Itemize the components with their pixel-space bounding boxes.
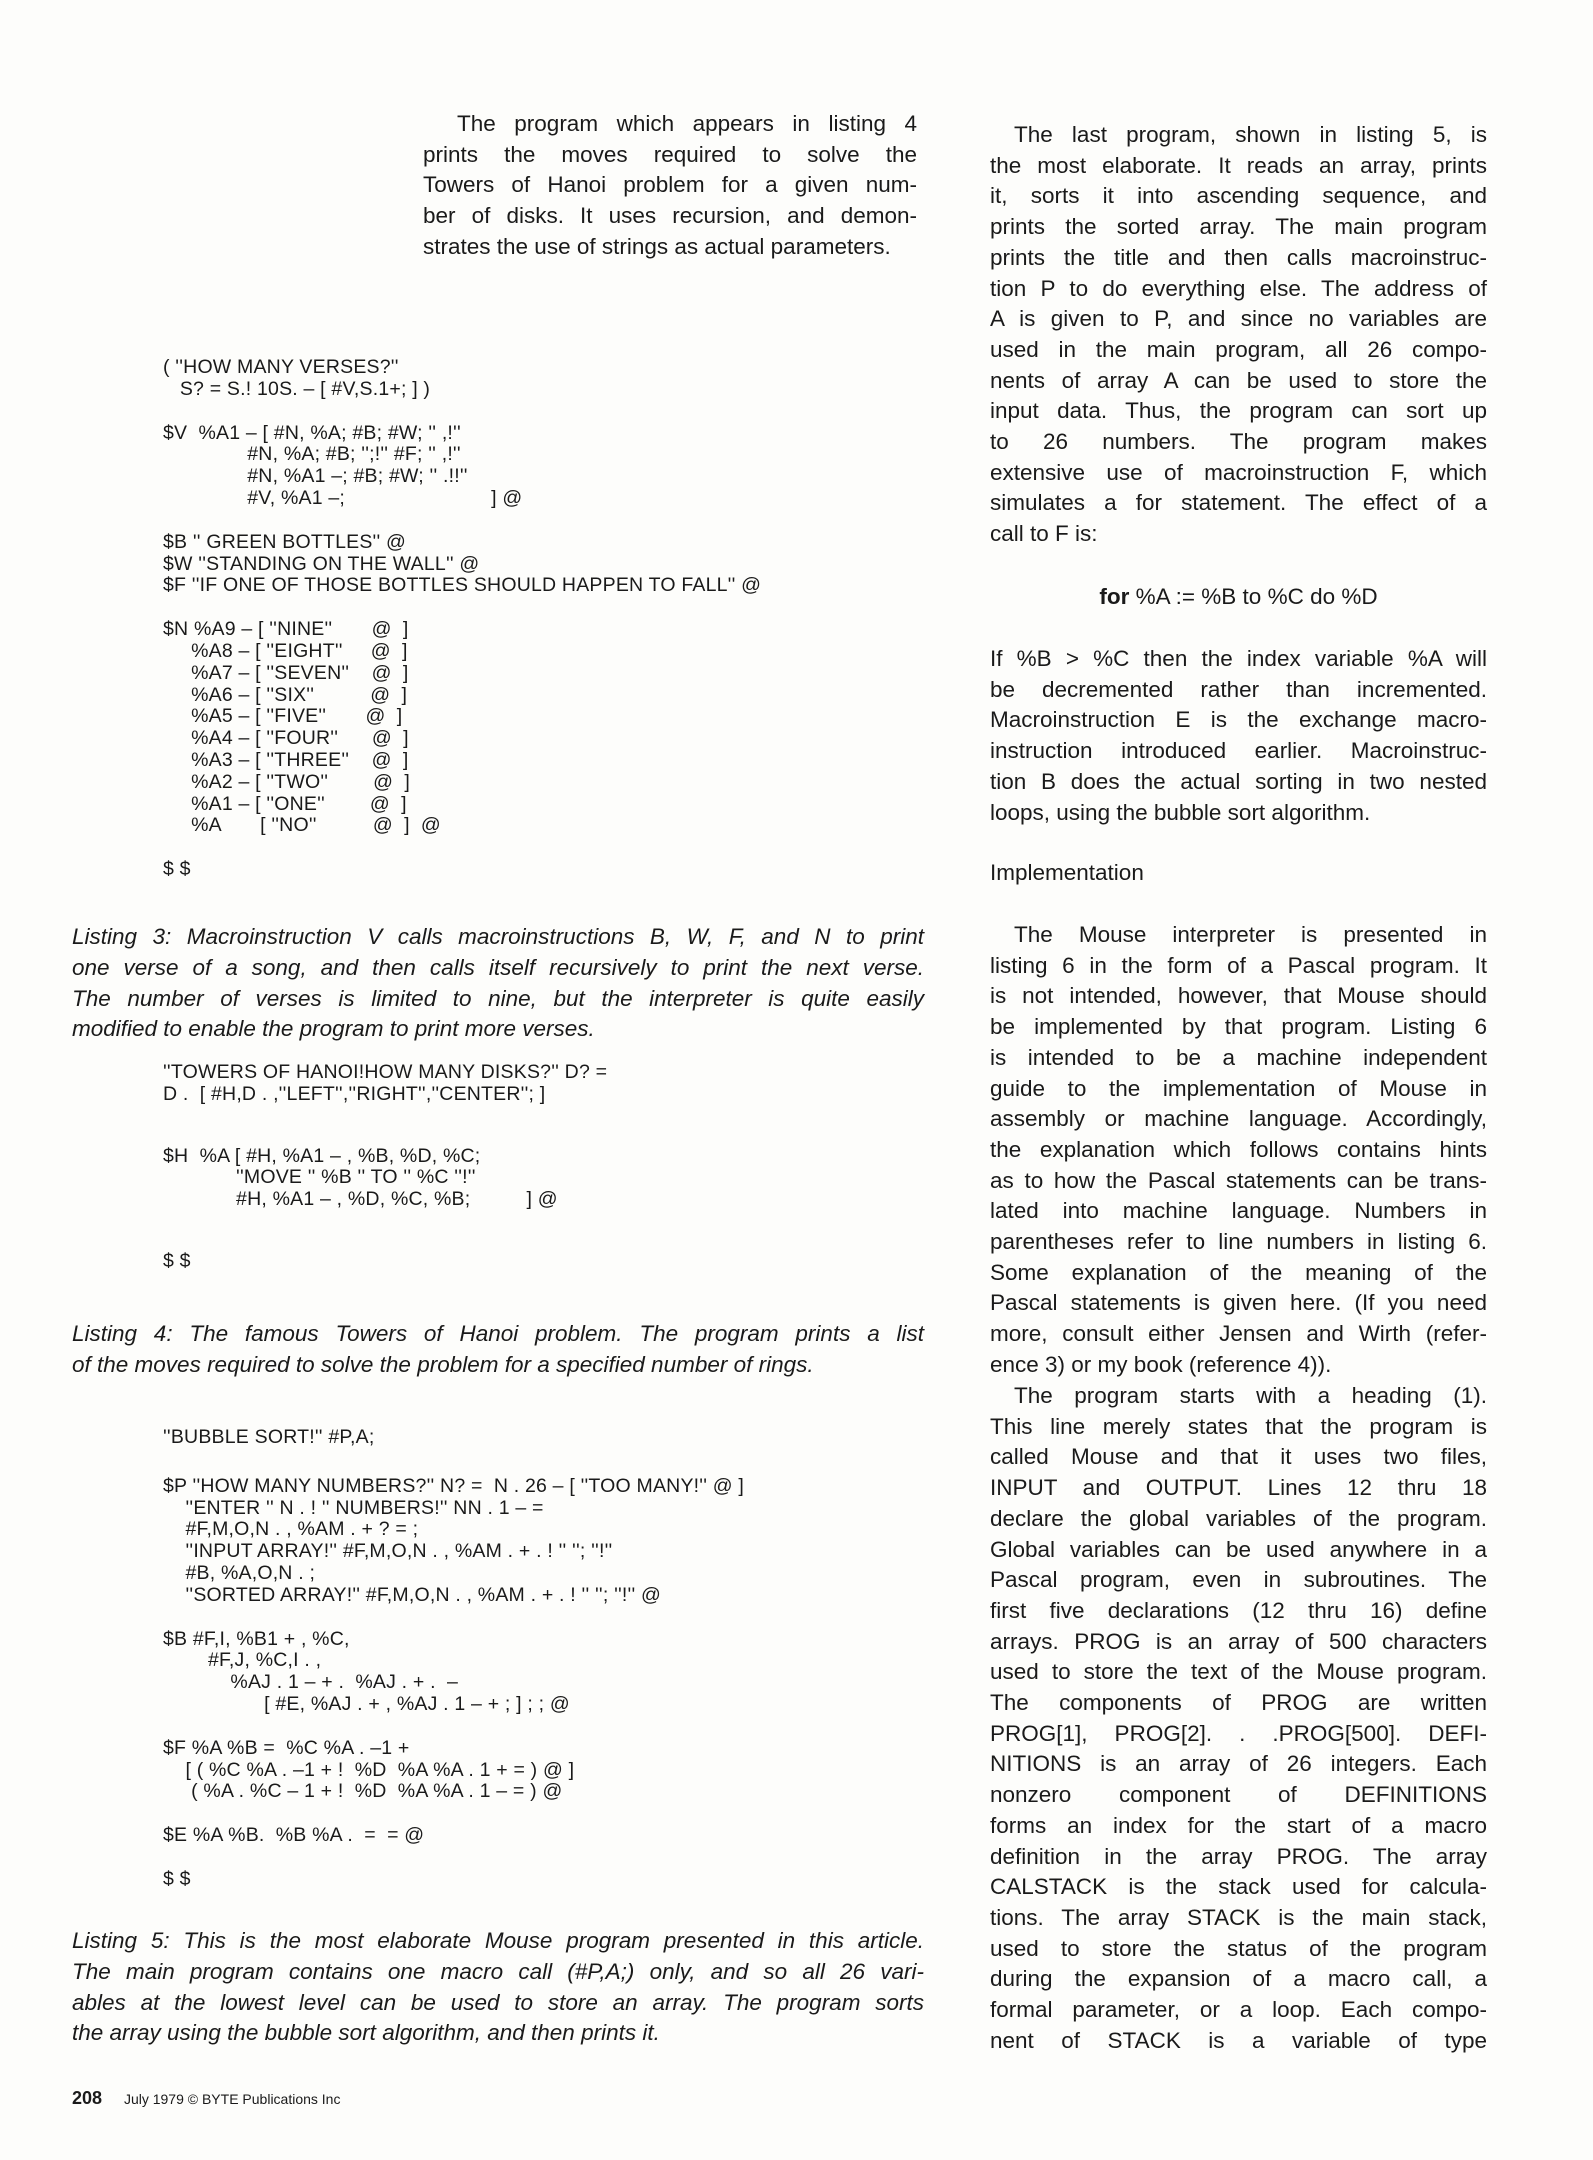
text-line: to 26 numbers. The program makes — [990, 429, 1487, 455]
code-line: %A7 – [ ''SEVEN'' @ ] — [163, 661, 409, 684]
code-group — [163, 1062, 607, 1106]
text-line: of the moves required to solve the problem for a specified number of rings. — [72, 1351, 814, 1377]
text-line: The main program contains one macro call (#P,A;) only, and so all 26 vari- — [72, 1958, 924, 1984]
code-line: $ $ — [163, 1867, 191, 1890]
text-line: as to how the Pascal statements can be trans- — [990, 1167, 1487, 1193]
text-line: it, sorts it into ascending sequence, and — [990, 183, 1487, 209]
code-group — [163, 1629, 744, 1716]
code-line: $ $ — [163, 1249, 191, 1272]
text-line: during the expansion of a macro call, a — [990, 1966, 1487, 1992]
code-line: $F ''IF ONE OF THOSE BOTTLES SHOULD HAPPEN TO FALL'' @ — [163, 574, 762, 597]
code-group — [163, 1146, 607, 1211]
text-line: Pascal statements is given here. (If you need — [990, 1290, 1487, 1316]
code-line: ( ''HOW MANY VERSES?'' — [163, 356, 399, 378]
text-line: one verse of a song, and then calls itself recursively to print the next verse. — [72, 954, 924, 980]
text-line: parentheses refer to line numbers in listing 6. — [990, 1229, 1487, 1255]
listing-4-code — [163, 1062, 607, 1273]
text-line: extensive use of macroinstruction F, which — [990, 459, 1487, 485]
listing-4-caption — [72, 1319, 924, 1381]
text-line: lated into machine language. Numbers in — [990, 1198, 1487, 1224]
text-line: the explanation which follows contains hints — [990, 1136, 1487, 1162]
text-line: Listing 4: The famous Towers of Hanoi problem. The program prints a list — [72, 1321, 924, 1346]
code-line: %A2 – [ ''TWO'' @ ] — [163, 770, 410, 793]
code-group — [163, 357, 761, 401]
code-group — [163, 423, 761, 510]
code-line: #N, %A1 –; #B; #W; '' .!!'' — [163, 465, 468, 488]
text-line: The number of verses is limited to nine, but the interpreter is quite easily — [72, 985, 924, 1011]
code-group — [163, 1427, 744, 1449]
formula-body: %A := %B to %C do %D — [1135, 584, 1378, 609]
text-line: be implemented by that program. Listing 6 — [990, 1014, 1487, 1040]
code-line: [ #E, %AJ . + , %AJ . 1 – + ; ] ; ; @ — [163, 1692, 570, 1715]
code-line: ''BUBBLE SORT!'' #P,A; — [163, 1426, 375, 1448]
code-group — [163, 859, 761, 881]
text-line: formal parameter, or a loop. Each compo- — [990, 1997, 1487, 2023]
code-group — [163, 1476, 744, 1607]
text-line: Macroinstruction E is the exchange macro- — [990, 707, 1487, 733]
text-line: arrays. PROG is an array of 500 characters — [990, 1628, 1487, 1654]
section-heading-implementation: Implementation — [990, 860, 1144, 885]
listing-3-code — [163, 357, 761, 881]
code-line: S? = S.! 10S. – [ #V,S.1+; ] ) — [163, 377, 431, 400]
text-line: simulates a for statement. The effect of a — [990, 490, 1487, 516]
text-line: This line merely states that the program is — [990, 1413, 1487, 1439]
text-line: the array using the bubble sort algorithm, and then prints it. — [72, 2020, 660, 2046]
text-line: call to F is: — [990, 521, 1098, 547]
right-paragraph-2 — [990, 644, 1487, 828]
text-line: listing 6 in the form of a Pascal program. It — [990, 952, 1487, 978]
listing-5-code — [163, 1427, 744, 1891]
code-line: ''ENTER '' N . ! '' NUMBERS!'' NN . 1 – = — [163, 1496, 544, 1519]
code-line: %A4 – [ ''FOUR'' @ ] — [163, 727, 409, 750]
text-line: be decremented rather than incremented. — [990, 676, 1487, 702]
text-line: A is given to P, and since no variables are — [990, 306, 1487, 332]
page-number: 208 — [72, 2088, 103, 2108]
text-line: tion P to do everything else. The address of — [990, 275, 1487, 301]
right-paragraph-1 — [990, 120, 1487, 550]
text-line: called Mouse and that it uses two files, — [990, 1444, 1487, 1470]
text-line: ence 3) or my book (reference 4)). — [990, 1351, 1332, 1377]
text-line: guide to the implementation of Mouse in — [990, 1075, 1487, 1101]
text-line: more, consult either Jensen and Wirth (refer- — [990, 1321, 1487, 1347]
text-line: used to store the text of the Mouse program. — [990, 1659, 1487, 1685]
text-line: ables at the lowest level can be used to store an array. The program sorts — [72, 1989, 924, 2015]
for-statement-formula — [990, 582, 1487, 612]
page-footer — [72, 2088, 340, 2109]
code-line: $B #F,I, %B1 + , %C, — [163, 1627, 350, 1650]
text-line: CALSTACK is the stack used for calcula- — [990, 1874, 1487, 1900]
code-line: $V %A1 – [ #N, %A; #B; #W; '' ,!'' — [163, 421, 461, 444]
text-line: loops, using the bubble sort algorithm. — [990, 799, 1371, 825]
text-line: used to store the status of the program — [990, 1935, 1487, 1961]
text-line: Global variables can be used anywhere in a — [990, 1536, 1487, 1562]
text-line: Some explanation of the meaning of the — [990, 1259, 1487, 1285]
text-line: The Mouse interpreter is presented in — [1014, 922, 1487, 947]
text-line: Listing 5: This is the most elaborate Mouse program presented in this article. — [72, 1928, 924, 1953]
code-line: $ $ — [163, 858, 191, 881]
code-line: $W ''STANDING ON THE WALL'' @ — [163, 552, 480, 575]
code-line: $B '' GREEN BOTTLES'' @ — [163, 530, 407, 553]
code-line: %A6 – [ ''SIX'' @ ] — [163, 683, 408, 706]
code-group — [163, 1825, 744, 1847]
text-line: PROG[1], PROG[2]. . .PROG[500]. DEFI- — [990, 1720, 1487, 1746]
text-line: The components of PROG are written — [990, 1690, 1487, 1716]
code-line: $F %A %B = %C %A . –1 + — [163, 1736, 410, 1759]
code-line: $H %A [ #H, %A1 – , %B, %D, %C; — [163, 1144, 481, 1167]
text-line: ber of disks. It uses recursion, and demon- — [423, 203, 917, 229]
text-line: is intended to be a machine independent — [990, 1044, 1487, 1070]
code-line: #B, %A,O,N . ; — [163, 1561, 316, 1584]
text-line: nent of STACK is a variable of type — [990, 2027, 1487, 2053]
code-line: ''INPUT ARRAY!'' #F,M,O,N . , %AM . + . ! '' ''; ''!'' — [163, 1540, 613, 1563]
code-line: ''MOVE '' %B '' TO '' %C ''!'' — [163, 1166, 476, 1189]
text-line: INPUT and OUTPUT. Lines 12 thru 18 — [990, 1475, 1487, 1501]
text-line: If %B > %C then the index variable %A will — [990, 646, 1487, 671]
code-group — [163, 532, 761, 597]
publication-credit: July 1979 © BYTE Publications Inc — [123, 2091, 341, 2107]
code-line: #F,M,O,N . , %AM . + ? = ; — [163, 1518, 419, 1541]
intro-paragraph — [423, 109, 917, 263]
code-line: %A1 – [ ''ONE'' @ ] — [163, 792, 407, 815]
code-line: ''TOWERS OF HANOI!HOW MANY DISKS?'' D? = — [163, 1061, 608, 1083]
listing-5-caption — [72, 1926, 924, 2049]
text-line: The program which appears in listing 4 — [457, 111, 917, 136]
right-paragraph-4 — [990, 1381, 1487, 2056]
code-line: %A [ ''NO'' @ ] @ — [163, 814, 441, 837]
code-line: %AJ . 1 – + . %AJ . + . – — [163, 1671, 458, 1694]
text-line: used in the main program, all 26 compo- — [990, 336, 1487, 362]
text-line: nents of array A can be used to store the — [990, 367, 1487, 393]
listing-3-caption — [72, 922, 924, 1045]
right-paragraph-3 — [990, 920, 1487, 1381]
text-line: strates the use of strings as actual parameters. — [423, 233, 891, 259]
formula-keyword: for — [1099, 584, 1130, 609]
text-line: input data. Thus, the program can sort up — [990, 398, 1487, 424]
code-line: [ ( %C %A . –1 + ! %D %A %A . 1 + = ) @ ] — [163, 1758, 575, 1781]
code-line: $N %A9 – [ ''NINE'' @ ] — [163, 618, 409, 641]
text-line: The program starts with a heading (1). — [1014, 1383, 1487, 1408]
text-line: assembly or machine language. Accordingly, — [990, 1106, 1487, 1132]
text-line: instruction introduced earlier. Macroinstruc- — [990, 738, 1487, 764]
code-line: ( %A . %C – 1 + ! %D %A %A . 1 – = ) @ — [163, 1780, 563, 1803]
text-line: forms an index for the start of a macro — [990, 1812, 1487, 1838]
text-line: is not intended, however, that Mouse should — [990, 983, 1487, 1009]
code-line: #F,J, %C,I . , — [163, 1649, 322, 1672]
text-line: nonzero component of DEFINITIONS — [990, 1782, 1487, 1808]
text-line: Listing 3: Macroinstruction V calls macroinstructions B, W, F, and N to print — [72, 924, 924, 949]
text-line: NITIONS is an array of 26 integers. Each — [990, 1751, 1487, 1777]
code-line: %A5 – [ ''FIVE'' @ ] — [163, 705, 403, 728]
code-group — [163, 1869, 744, 1891]
text-line: modified to enable the program to print more verses. — [72, 1016, 595, 1042]
code-group — [163, 619, 761, 837]
text-line: Pascal program, even in subroutines. The — [990, 1567, 1487, 1593]
text-line: tions. The array STACK is the main stack, — [990, 1904, 1487, 1930]
code-line: ''SORTED ARRAY!'' #F,M,O,N . , %AM . + . ! '' ''; ''!'' @ — [163, 1583, 661, 1606]
code-line: #H, %A1 – , %D, %C, %B; ] @ — [163, 1188, 558, 1211]
text-line: first five declarations (12 thru 16) define — [990, 1597, 1487, 1623]
code-line: %A3 – [ ''THREE'' @ ] — [163, 748, 409, 771]
code-line: D . [ #H,D . ,''LEFT'',''RIGHT'',''CENTER''; ] — [163, 1082, 546, 1105]
code-line: #N, %A; #B; '';!'' #F; '' ,!'' — [163, 443, 461, 466]
code-line: %A8 – [ ''EIGHT'' @ ] — [163, 639, 408, 662]
text-line: Towers of Hanoi problem for a given num- — [423, 172, 917, 198]
text-line: the most elaborate. It reads an array, prints — [990, 152, 1487, 178]
code-line: #V, %A1 –; ] @ — [163, 486, 523, 509]
text-line: prints the sorted array. The main program — [990, 214, 1487, 240]
text-line: tion B does the actual sorting in two nested — [990, 768, 1487, 794]
text-line: declare the global variables of the program. — [990, 1505, 1487, 1531]
text-line: definition in the array PROG. The array — [990, 1843, 1487, 1869]
code-line: $E %A %B. %B %A . = = @ — [163, 1824, 425, 1847]
code-group — [163, 1251, 607, 1273]
code-line: $P ''HOW MANY NUMBERS?'' N? = N . 26 – [ ''TOO MANY!'' @ ] — [163, 1474, 744, 1497]
text-line: The last program, shown in listing 5, is — [1014, 122, 1487, 147]
text-line: prints the title and then calls macroinstruc- — [990, 244, 1487, 270]
code-group — [163, 1738, 744, 1803]
text-line: prints the moves required to solve the — [423, 141, 917, 167]
